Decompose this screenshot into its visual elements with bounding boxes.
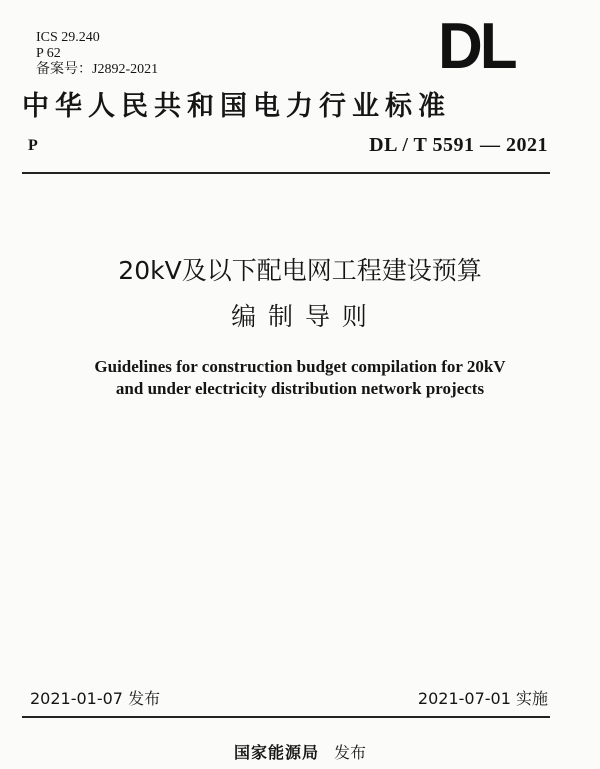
publish-date: 2021-01-07 发布: [30, 689, 161, 708]
industry-standard-heading: 中华人民共和国电力行业标准: [22, 91, 451, 122]
title-en-line1: Guidelines for construction budget compilation for 20kV: [94, 357, 506, 376]
record-number: 备案号：J2892-2021: [36, 62, 159, 77]
title-cn-line1: 20kV及以下配电网工程建设预算: [118, 256, 482, 285]
footer-divider: [22, 716, 550, 718]
title-en-line2: and under electricity distribution network projects: [115, 379, 485, 398]
title-cn-line2: 编 制 导 则: [231, 302, 369, 331]
issuer-org: 国家能源局: [233, 743, 319, 762]
category-code: P 62: [36, 46, 61, 61]
dl-logo: DL: [438, 10, 515, 83]
implement-date: 2021-07-01 实施: [417, 689, 548, 708]
category-letter: P: [28, 137, 38, 154]
standard-number: DL / T 5591 — 2021: [369, 134, 548, 156]
header-divider: [22, 172, 550, 174]
issuer-action: 发布: [334, 743, 367, 762]
ics-code: ICS 29.240: [36, 30, 100, 45]
issuer-line: [0, 740, 600, 763]
